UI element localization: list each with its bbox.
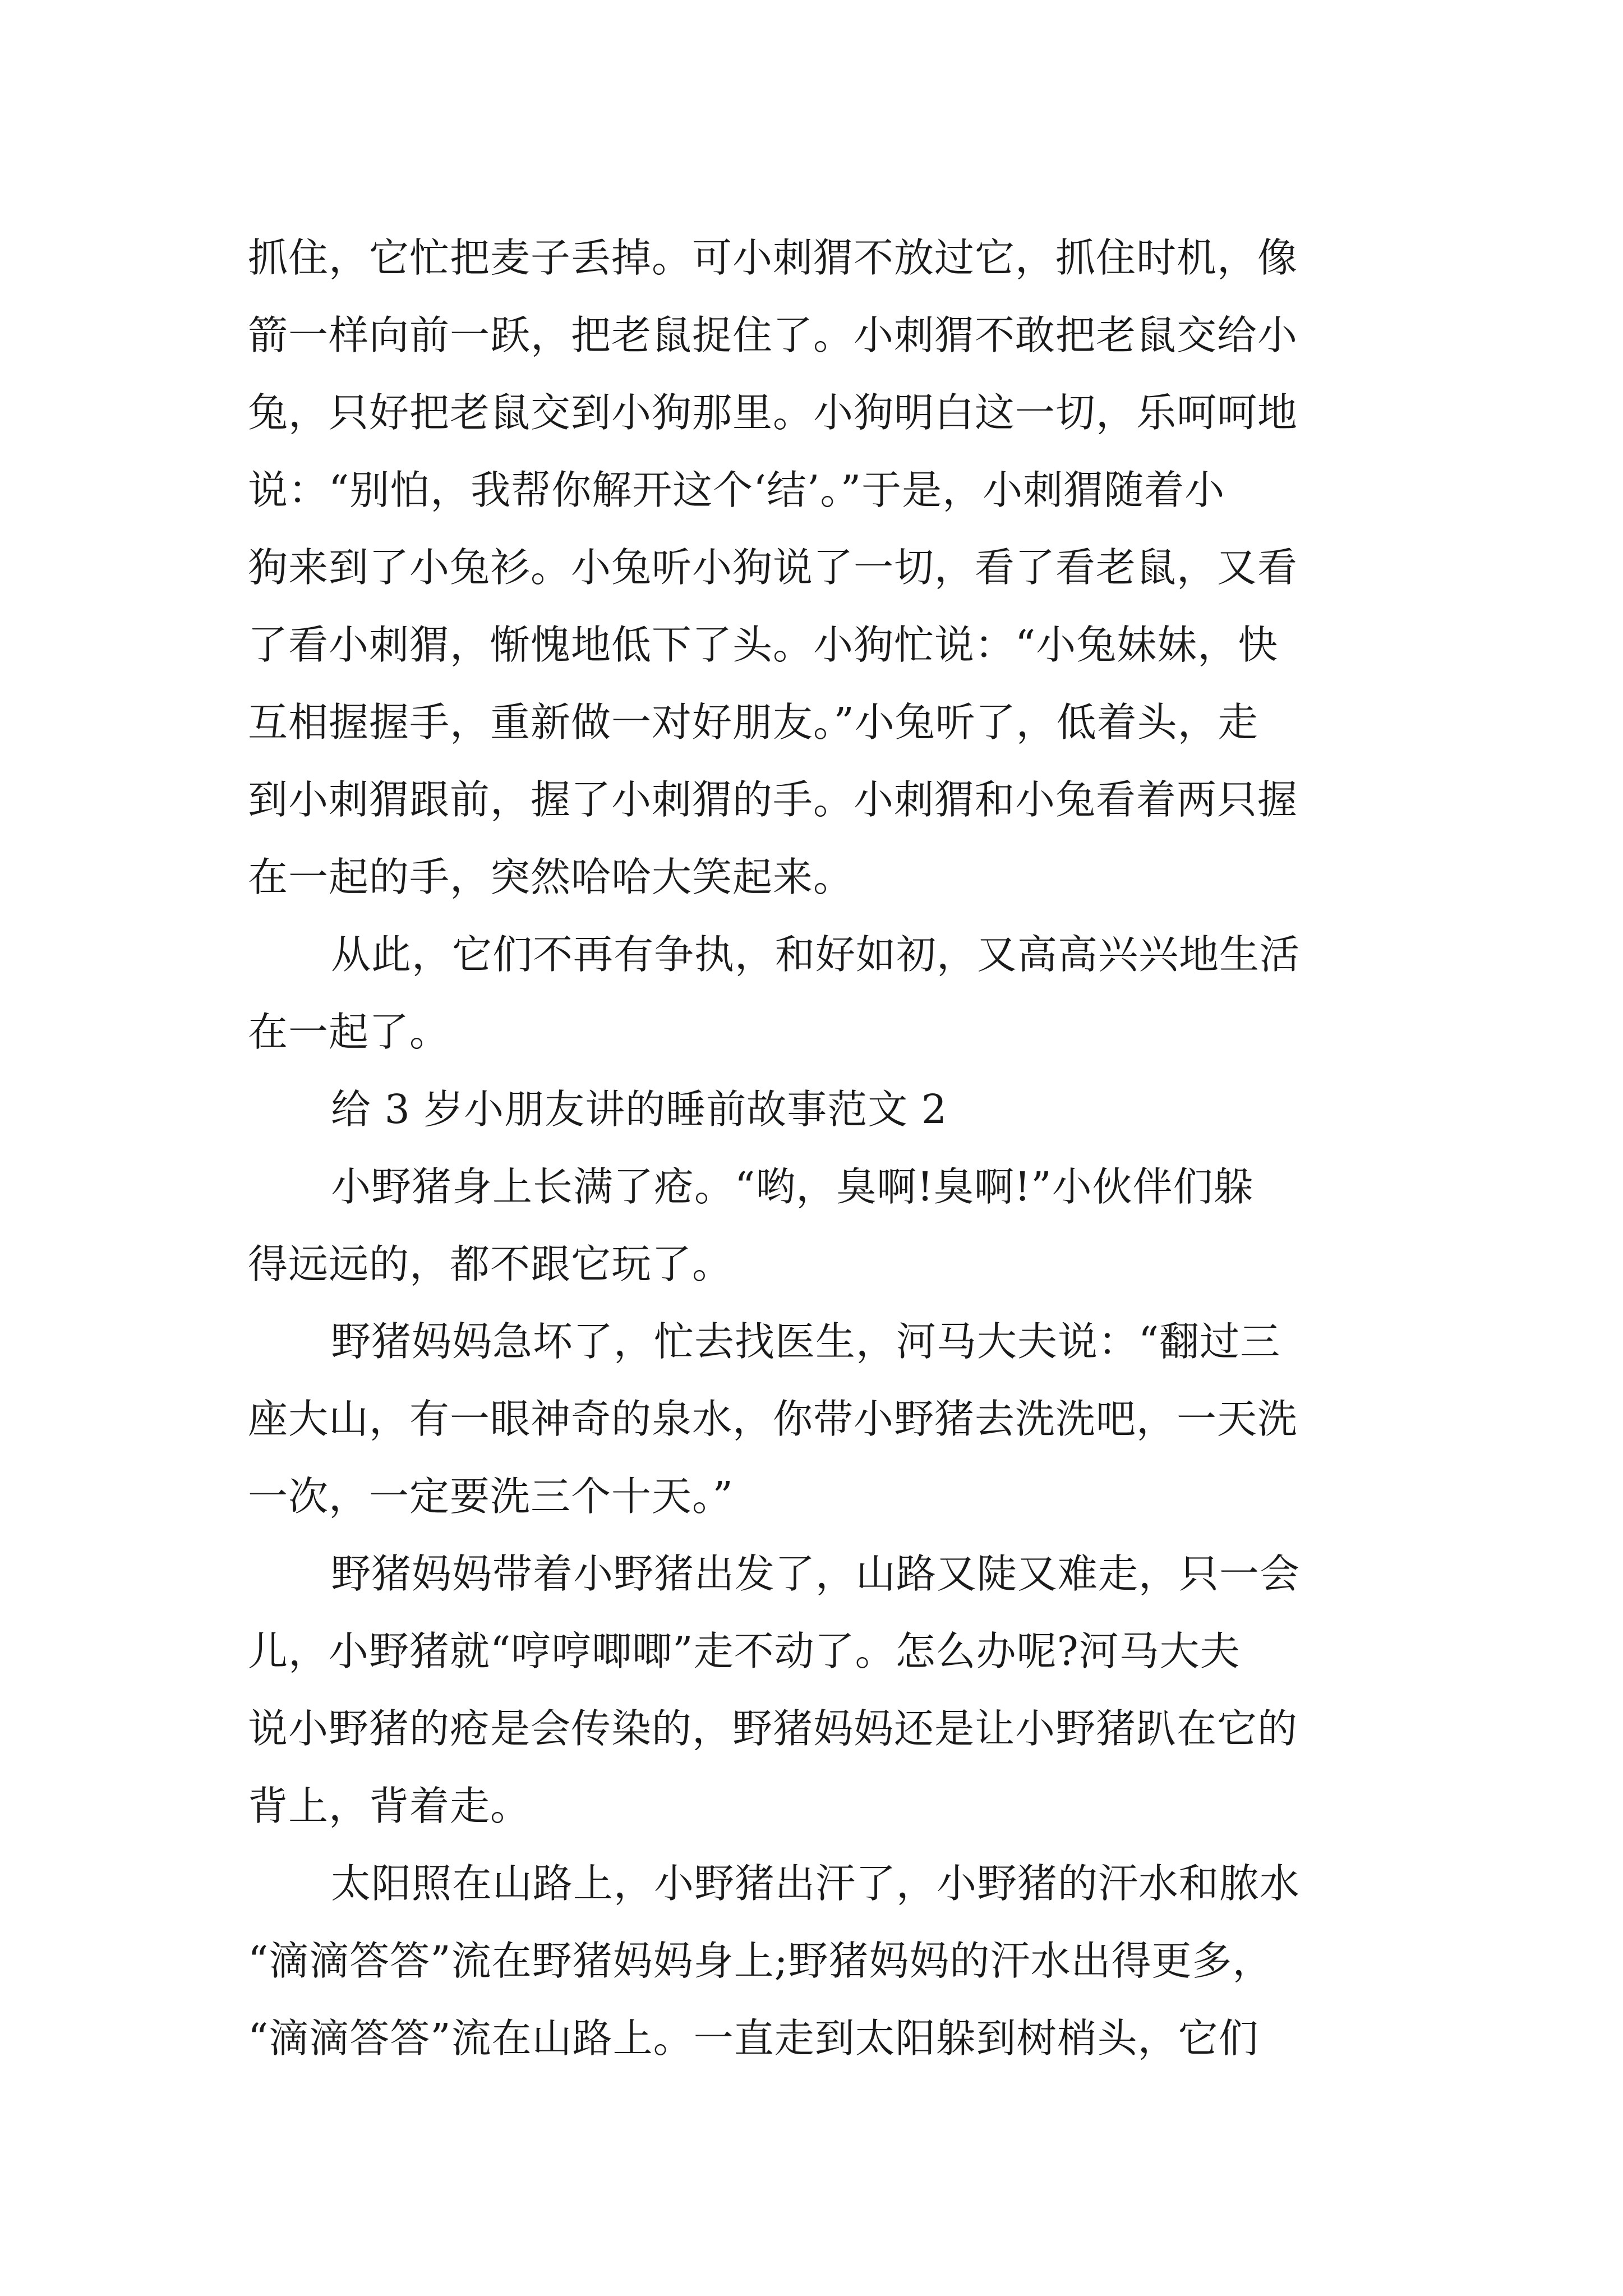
text-line: 互相握握手，重新做一对好朋友。”小兔听了，低着头，走 <box>248 699 1258 746</box>
text-line: 在一起的手，突然哈哈大笑起来。 <box>248 854 854 900</box>
text-line: 一次，一定要洗三个十天。” <box>248 1473 734 1520</box>
text-line: 兔，只好把老鼠交到小狗那里。小狗明白这一切，乐呵呵地 <box>248 389 1298 436</box>
paragraph-start: 野猪妈妈带着小野猪出发了，山路又陡又难走，只一会 <box>331 1550 1301 1597</box>
paragraph-start: 野猪妈妈急坏了，忙去找医生，河马大夫说：“翻过三 <box>331 1318 1281 1365</box>
text-line: “滴滴答答”流在山路上。一直走到太阳躲到树梢头，它们 <box>248 2015 1259 2062</box>
text-line: 座大山，有一眼神奇的泉水，你带小野猪去洗洗吧，一天洗 <box>248 1396 1298 1442</box>
paragraph-start: 从此，它们不再有争执，和好如初，又高高兴兴地生活 <box>331 931 1301 978</box>
paragraph-start: 小野猪身上长满了疮。“哟，臭啊!臭啊!”小伙伴们躲 <box>331 1163 1254 1210</box>
text-line: 得远远的，都不跟它玩了。 <box>248 1241 733 1287</box>
text-line: 说：“别怕，我帮你解开这个‘结’。”于是，小刺猬随着小 <box>248 467 1225 513</box>
text-line: 在一起了。 <box>248 1009 450 1055</box>
text-line: 说小野猪的疮是会传染的，野猪妈妈还是让小野猪趴在它的 <box>248 1705 1298 1752</box>
text-line: 狗来到了小兔衫。小兔听小狗说了一切，看了看老鼠，又看 <box>248 544 1298 591</box>
paragraph-start: 太阳照在山路上，小野猪出汗了，小野猪的汗水和脓水 <box>331 1860 1301 1907</box>
text-line: 抓住，它忙把麦子丢掉。可小刺猬不放过它，抓住时机，像 <box>248 234 1298 281</box>
text-line: 了看小刺猬，惭愧地低下了头。小狗忙说：“小兔妹妹，快 <box>248 622 1279 668</box>
section-heading: 给 3 岁小朋友讲的睡前故事范文 2 <box>331 1086 948 1133</box>
text-line: 背上，背着走。 <box>248 1783 531 1829</box>
text-line: 儿，小野猪就“哼哼唧唧”走不动了。怎么办呢?河马大夫 <box>248 1628 1241 1674</box>
text-line: “滴滴答答”流在野猪妈妈身上;野猪妈妈的汗水出得更多， <box>248 1938 1273 1984</box>
text-line: 到小刺猬跟前，握了小刺猬的手。小刺猬和小兔看着两只握 <box>248 776 1298 823</box>
text-line: 箭一样向前一跃，把老鼠捉住了。小刺猬不敢把老鼠交给小 <box>248 312 1298 358</box>
